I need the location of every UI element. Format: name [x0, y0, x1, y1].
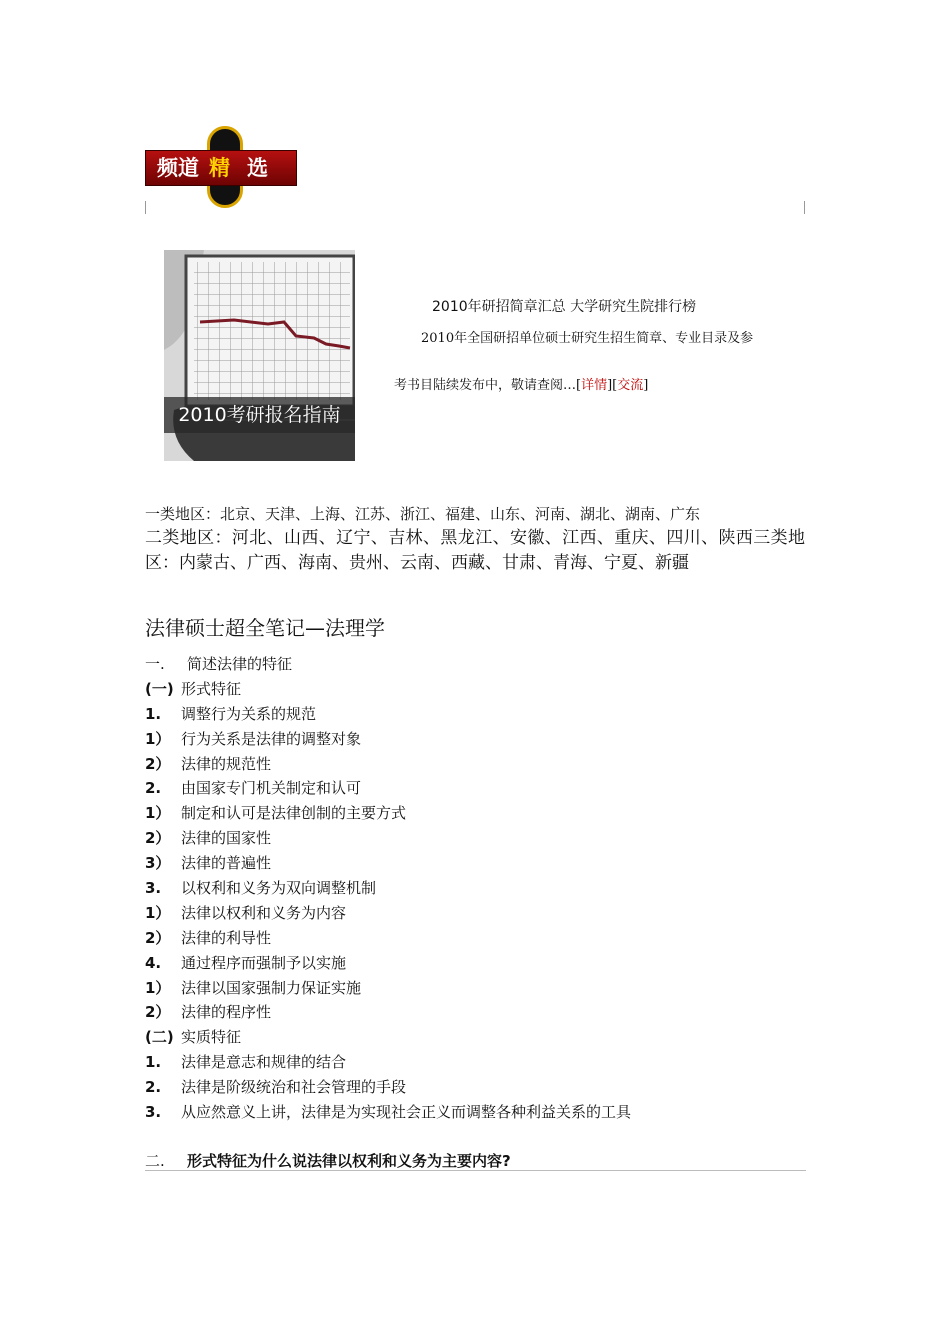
- outline-text: 由国家专门机关制定和认可: [181, 779, 362, 798]
- promo-line3: [394, 374, 648, 393]
- promo-subtitle: 2010年全国研招单位硕士研究生招生简章、专业目录及参: [421, 331, 754, 346]
- outline-num: 1.: [145, 1053, 162, 1072]
- outline-text: 简述法律的特征: [187, 655, 293, 673]
- spacer: [145, 1125, 805, 1149]
- outline-text: 法律以国家强制力保证实施: [181, 978, 362, 997]
- outline-num: 3.: [145, 879, 162, 898]
- outline-item: [145, 1000, 805, 1025]
- outline-item: [145, 901, 805, 926]
- outline-text: 法律的普遍性: [181, 854, 272, 873]
- bottom-divider: [145, 1170, 806, 1171]
- outline-num: 2.: [145, 779, 162, 798]
- outline-item: [145, 801, 805, 826]
- outline-text: 制定和认可是法律创制的主要方式: [181, 804, 407, 823]
- question-2-text: 形式特征为什么说法律以权利和义务为主要内容?: [187, 1151, 511, 1170]
- outline-num: 3）: [145, 854, 171, 873]
- discuss-link[interactable]: 交流: [617, 378, 644, 393]
- outline-item: [145, 976, 805, 1001]
- outline-num: 1.: [145, 704, 162, 723]
- outline-item: [145, 851, 805, 876]
- outline-num: 1）: [145, 729, 171, 748]
- channel-banner-logo: [145, 124, 297, 216]
- outline-item: [145, 677, 805, 702]
- outline-item: [145, 876, 805, 901]
- promo-line3-prefix: 考书目陆续发布中，敬请查阅…[: [394, 378, 582, 393]
- outline-item: [145, 1025, 805, 1050]
- banner-text-3: 选: [247, 155, 268, 180]
- outline-text: 法律以权利和义务为内容: [181, 903, 347, 922]
- question-2-num: 二.: [145, 1151, 165, 1170]
- promo-line3-suffix: ]: [643, 378, 649, 393]
- outline-num: 2）: [145, 928, 171, 947]
- outline-text: 法律的程序性: [181, 1003, 272, 1022]
- promo-sep: ][: [607, 378, 618, 393]
- outline-num: 2）: [145, 754, 171, 773]
- exam-guide-image[interactable]: [164, 250, 355, 461]
- details-link[interactable]: 详情: [581, 378, 608, 393]
- outline-item: [145, 776, 805, 801]
- outline-text: 以权利和义务为双向调整机制: [181, 879, 377, 898]
- page-title: 法律硕士超全笔记—法理学: [145, 616, 385, 640]
- outline-text: 法律的规范性: [181, 754, 272, 773]
- outline-num: 1）: [145, 804, 171, 823]
- outline-num: (二): [145, 1028, 174, 1047]
- outline-text: 形式特征: [181, 679, 242, 698]
- outline-num: 一.: [145, 655, 165, 673]
- outline-num: (一): [145, 679, 174, 698]
- outline-item: [145, 752, 805, 777]
- divider-tick-right: [804, 201, 805, 214]
- outline-item: [145, 702, 805, 727]
- outline-text: 行为关系是法律的调整对象: [181, 729, 362, 748]
- outline-item: [145, 1100, 805, 1125]
- outline-item: [145, 1075, 805, 1100]
- banner-text-2: 精: [209, 155, 230, 180]
- outline-text: 实质特征: [181, 1028, 242, 1047]
- guide-caption: 2010考研报名指南: [164, 397, 355, 433]
- outline-item: [145, 727, 805, 752]
- outline-list: [145, 652, 805, 1174]
- outline-item: [145, 826, 805, 851]
- outline-num: 3.: [145, 1103, 162, 1122]
- outline-num: 4.: [145, 953, 162, 972]
- banner-text-1: 频道: [157, 155, 199, 180]
- outline-num: 2）: [145, 1003, 171, 1022]
- promo-title-link[interactable]: 2010年研招简章汇总 大学研究生院排行榜: [432, 299, 697, 315]
- outline-text: 法律的利导性: [181, 928, 272, 947]
- region-list-1: 一类地区：北京、天津、上海、江苏、浙江、福建、山东、河南、湖北、湖南、广东: [145, 505, 701, 523]
- divider-tick-left: [145, 201, 146, 214]
- outline-num: 2）: [145, 829, 171, 848]
- outline-text: 通过程序而强制予以实施: [181, 953, 347, 972]
- outline-item: [145, 951, 805, 976]
- outline-num: 1）: [145, 903, 171, 922]
- outline-text: 调整行为关系的规范: [181, 704, 317, 723]
- outline-item: [145, 926, 805, 951]
- outline-item: [145, 652, 805, 677]
- region-list-2: 二类地区：河北、山西、辽宁、吉林、黑龙江、安徽、江西、重庆、四川、陕西三类地区：内蒙古、广西、海南、贵州、云南、西藏、甘肃、青海、宁夏、新疆: [145, 528, 805, 573]
- outline-item: [145, 1050, 805, 1075]
- outline-text: 法律是意志和规律的结合: [181, 1053, 347, 1072]
- outline-text: 法律是阶级统治和社会管理的手段: [181, 1078, 407, 1097]
- outline-num: 2.: [145, 1078, 162, 1097]
- outline-num: 1）: [145, 978, 171, 997]
- outline-text: 从应然意义上讲，法律是为实现社会正义而调整各种利益关系的工具: [181, 1103, 632, 1122]
- outline-text: 法律的国家性: [181, 829, 272, 848]
